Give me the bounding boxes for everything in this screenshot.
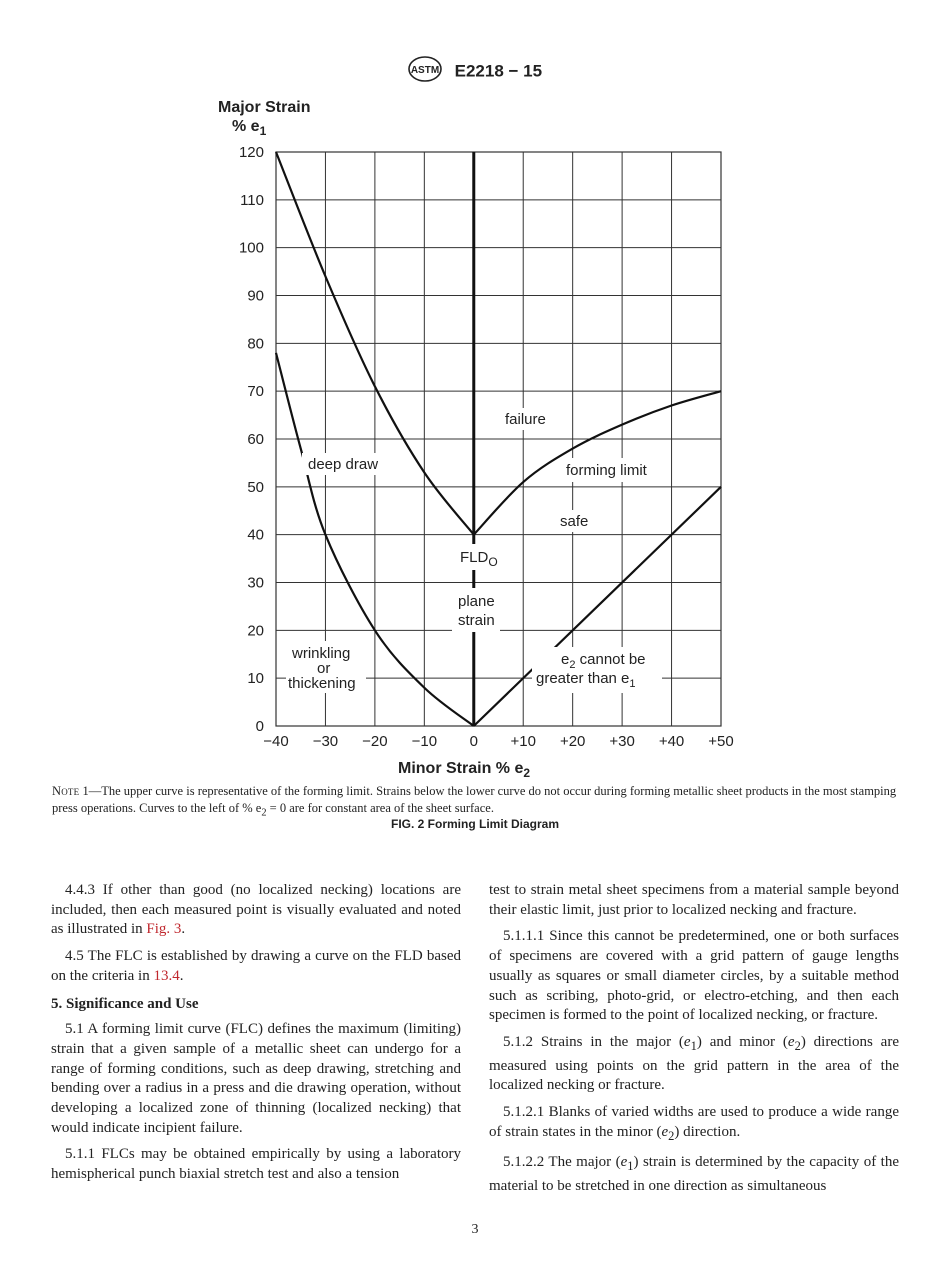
x-tick-label: +20: [559, 733, 586, 750]
x-tick-label: +10: [510, 733, 536, 750]
x-tick-label: +50: [708, 733, 734, 750]
y-axis-label-line1: Major Strain: [218, 99, 311, 116]
x-tick-label: −30: [312, 733, 339, 750]
chart-grid: [276, 152, 721, 726]
label-e2-line2: greater than $e_1$: [536, 670, 636, 690]
svg-text:ASTM: ASTM: [410, 65, 440, 76]
paragraph-5-1-2: 5.1.2 Strains in the major $(e_1)$ and minor $(e_2)$ directions are measured using points on the grid pattern in the area of the localized necking or fracture.: [489, 1033, 899, 1094]
label-e2-line1: $e_2$ cannot be: [561, 651, 646, 671]
y-tick-label: 120: [238, 144, 264, 161]
paragraph-5-1-2-1: 5.1.2.1 Blanks of varied widths are used to produce a wide range of strain states in the minor $(e_2)$ direction.: [489, 1104, 899, 1143]
paragraph-4-5: 4.5 The FLC is established by drawing a curve on the FLD based on the criteria in 13.4.: [51, 948, 461, 984]
y-tick-label: 100: [238, 239, 264, 257]
label-safe: safe: [560, 513, 589, 530]
label-fld0: $FLD_O$: [460, 549, 498, 569]
y-axis-label-line2: % $e_1$: [232, 118, 267, 138]
y-tick-label: 70: [247, 383, 264, 401]
label-plane: plane: [458, 593, 495, 610]
label-failure: failure: [505, 411, 546, 428]
figure-note: Note 1—The upper curve is representative of the forming limit. Strains below the lower curve do not occur during forming metallic sheet products in the most stamping press operations. Curves to the left of % $e_2 = 0$ are for constant area of the sheet surface.: [52, 784, 897, 819]
paragraph-5-1-1: 5.1.1 FLCs may be obtained empirically by using a laboratory hemispherical punch biaxial stretch test and also a tension: [51, 1146, 461, 1183]
label-deep-draw: deep draw: [308, 456, 379, 473]
paragraph-continuation: test to strain metal sheet specimens from a material sample beyond their elastic limit, just prior to localized necking and fracture.: [489, 882, 899, 918]
x-axis-label: Minor Strain % $e_2$: [398, 760, 531, 780]
link-fig-3[interactable]: Fig. 3: [146, 921, 182, 938]
label-thickening: thickening: [288, 675, 356, 692]
label-forming-limit: forming limit: [566, 462, 647, 479]
x-tick-label: −20: [362, 733, 388, 750]
paragraph-5-1: 5.1 A forming limit curve (FLC) defines the maximum (limiting) strain that a given sample of a metallic sheet can undergo for a range of forming conditions, such as deep drawing, stretching and bending over a radius in a press and die drawing operation, without developing a localized zone of thinning (localized necking) that would indicate incipient failure.: [51, 1021, 461, 1136]
y-tick-label: 0: [255, 718, 264, 735]
page-number: 3: [471, 1222, 479, 1237]
x-tick-label: −40: [263, 733, 289, 750]
paragraph-4-4-3: 4.4.3 If other than good (no localized necking) locations are included, then each measured point is visually evaluated and noted as illustrated in Fig. 3.: [51, 882, 461, 938]
y-tick-label: 10: [247, 670, 264, 688]
x-tick-label: +30: [609, 733, 635, 750]
paragraph-5-1-1-1: 5.1.1.1 Since this cannot be predetermined, one or both surfaces of specimens are covered with a grid pattern of gauge lengths usually as squares or small diameter circles, by a suitable method such as scribing, photo-grid, or electro-etching, and then each specimen is formed to the point of localized necking, or fracture.: [489, 928, 899, 1024]
y-tick-label: 90: [247, 287, 264, 305]
y-tick-label: 80: [247, 335, 264, 353]
y-tick-label: 110: [240, 191, 264, 209]
y-tick-label: 20: [247, 622, 264, 640]
link-13-4[interactable]: 13.4: [153, 967, 180, 984]
y-tick-label: 30: [247, 574, 264, 592]
paragraph-5-1-2-2: 5.1.2.2 The major $(e_1)$ strain is determined by the capacity of the material to be stretched in one direction as simultaneous: [489, 1154, 899, 1195]
standard-designation: E2218 − 15: [454, 61, 543, 81]
right-column: [489, 881, 899, 1204]
y-tick-label: 50: [247, 478, 264, 496]
figure-caption: FIG. 2 Forming Limit Diagram: [390, 817, 560, 831]
x-tick-label: −10: [411, 733, 438, 750]
label-wrinkling: wrinkling: [292, 645, 351, 662]
y-tick-label: 60: [247, 431, 264, 448]
x-tick-label: 0: [469, 733, 478, 750]
left-column: [51, 881, 461, 1192]
x-tick-label: +40: [658, 733, 685, 750]
label-or: or: [317, 660, 331, 677]
section-heading: 5. Significance and Use: [51, 995, 199, 1012]
label-strain: strain: [458, 612, 495, 629]
y-tick-label: 40: [247, 526, 264, 544]
